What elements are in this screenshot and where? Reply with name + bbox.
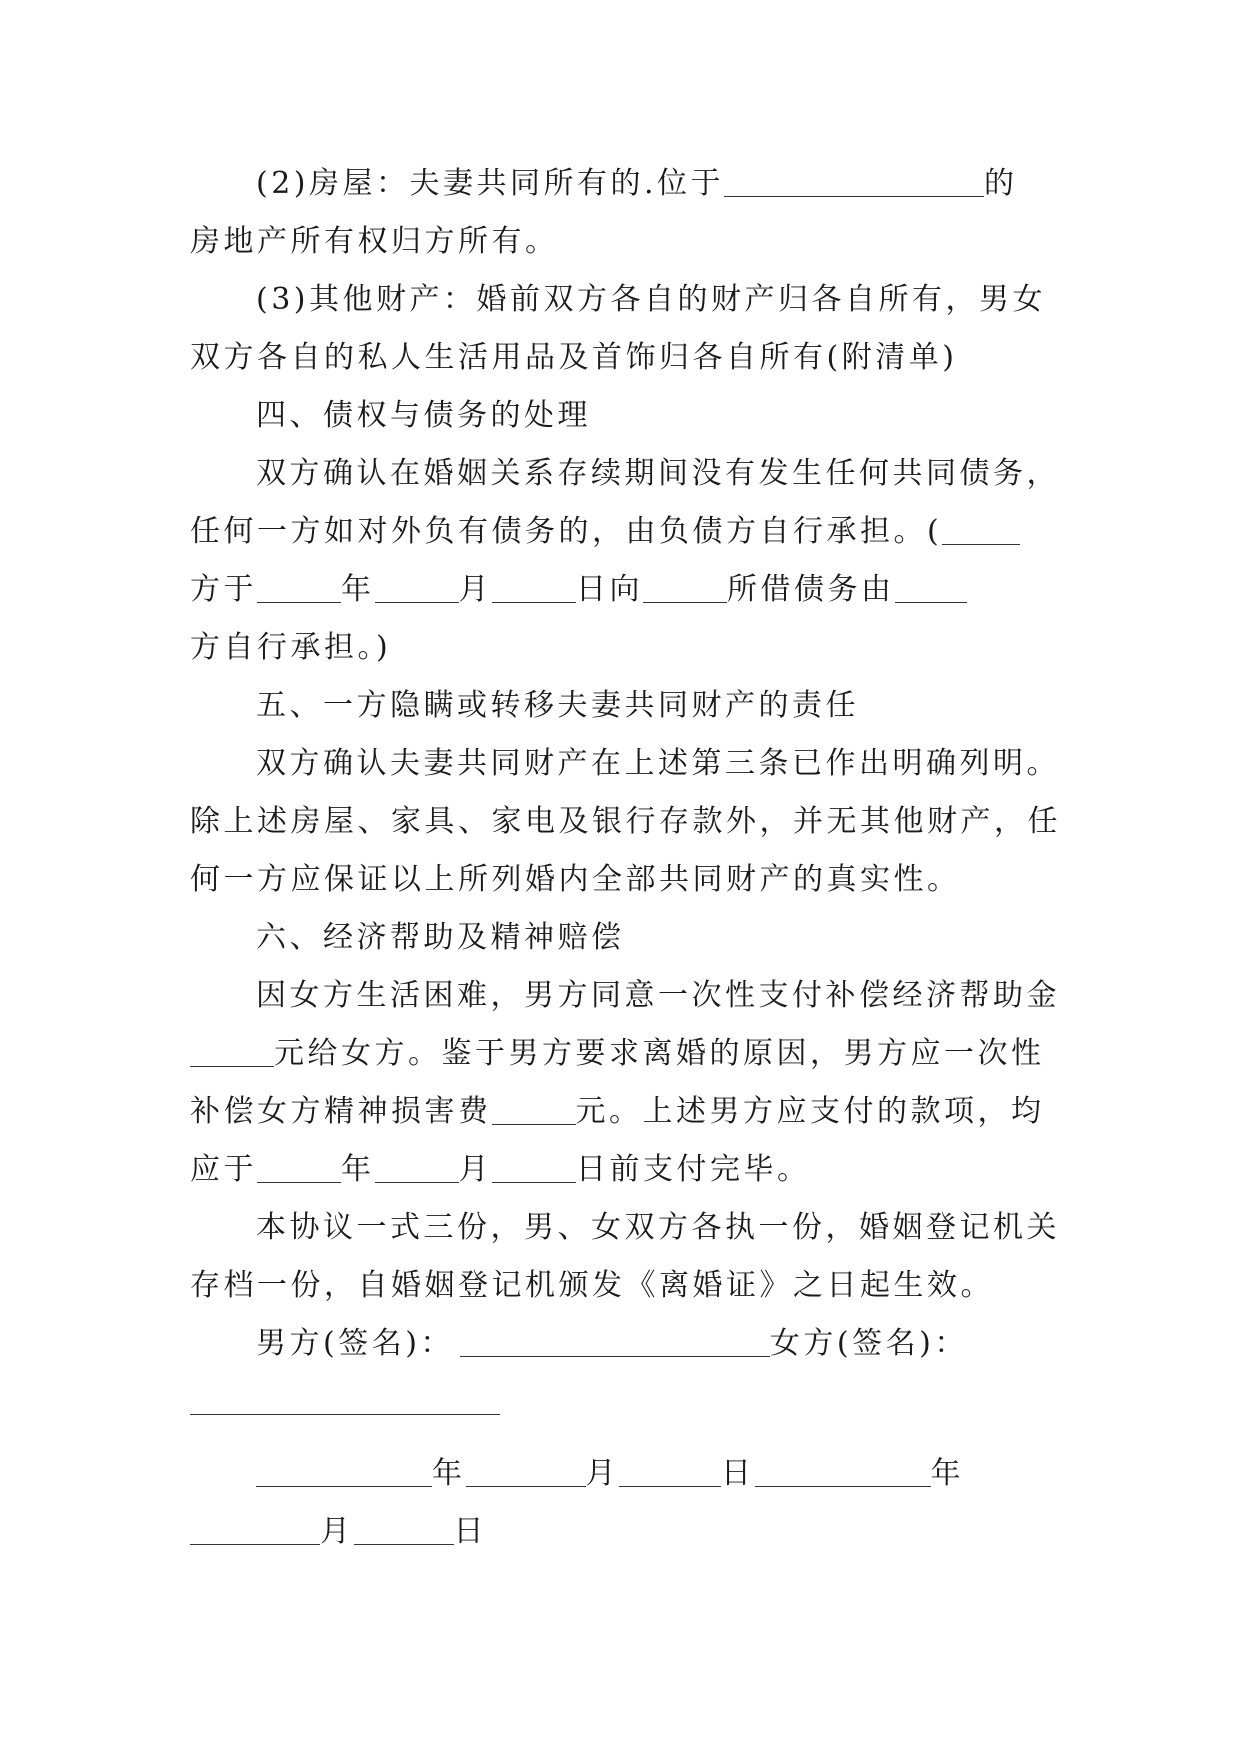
text: 双方确认在婚姻关系存续期间没有发生任何共同债务， — [256, 456, 1060, 491]
copies-clause-line-2 — [190, 1257, 1050, 1315]
section-5-para-line-3 — [190, 851, 1050, 909]
blank-month[interactable] — [375, 572, 459, 603]
text: 房地产所有权归方所有。 — [190, 224, 559, 259]
text: 何一方应保证以上所列婚内全部共同财产的真实性。 — [190, 862, 961, 897]
text: 方自行承担。) — [190, 630, 392, 665]
text: 所借债务由 — [727, 572, 895, 607]
text: 元。上述男方应支付的款项，均 — [575, 1094, 1045, 1129]
copies-clause-line-1 — [190, 1199, 1060, 1257]
text: 方于 — [190, 572, 257, 607]
text: 五、一方隐瞒或转移夫妻共同财产的责任 — [256, 688, 859, 723]
text: 年 — [341, 572, 375, 607]
section-4-para-line-3 — [190, 561, 1050, 619]
text: (2)房屋：夫妻共同所有的.位于 — [256, 166, 725, 201]
text: 月 — [458, 1152, 492, 1187]
section-5-para-line-2 — [190, 793, 1061, 851]
section-4-heading — [190, 387, 1050, 445]
text: 补偿女方精神损害费 — [190, 1094, 492, 1129]
female-signature-field[interactable] — [190, 1384, 500, 1415]
text: 双方各自的私人生活用品及首饰归各自所有(附清单) — [190, 340, 958, 375]
text: 存档一份，自婚姻登记机颁发《离婚证》之日起生效。 — [190, 1268, 994, 1303]
blank-debtor[interactable] — [942, 514, 1020, 545]
clause-3-3-other-property — [190, 271, 1050, 329]
signature-line-cont — [190, 1373, 1050, 1431]
blank-house-location[interactable] — [724, 166, 984, 197]
blank-year[interactable] — [257, 572, 341, 603]
blank-pay-year[interactable] — [257, 1152, 341, 1183]
blank-debt-bearer[interactable] — [895, 572, 967, 603]
text: 双方确认夫妻共同财产在上述第三条已作出明确列明。 — [256, 746, 1060, 781]
text: 日 — [721, 1456, 755, 1491]
text: 年 — [432, 1456, 466, 1491]
section-6-para-line-3 — [190, 1083, 1050, 1141]
text: 日前支付完毕。 — [576, 1152, 811, 1187]
section-4-para-line-4 — [190, 619, 1050, 677]
clause-3-2-house — [190, 155, 1050, 213]
blank-aid-amount[interactable] — [190, 1036, 274, 1067]
section-4-para-line-1 — [190, 445, 1060, 503]
signature-line — [190, 1315, 1050, 1373]
date-day-field-1[interactable] — [619, 1456, 721, 1487]
text: 应于 — [190, 1152, 257, 1187]
date-line-cont — [190, 1503, 1050, 1561]
text: 本协议一式三份，男、女双方各执一份，婚姻登记机关 — [256, 1210, 1060, 1245]
text: 年 — [930, 1456, 964, 1491]
date-year-field-2[interactable] — [755, 1456, 931, 1487]
text: 日 — [453, 1514, 487, 1549]
text: 四、债权与债务的处理 — [256, 398, 591, 433]
text: 任何一方如对外负有债务的，由负债方自行承担。( — [190, 514, 943, 549]
blank-pay-day[interactable] — [492, 1152, 576, 1183]
text: 六、经济帮助及精神赔偿 — [256, 920, 625, 955]
section-6-heading — [190, 909, 1050, 967]
text: 因女方生活困难，男方同意一次性支付补偿经济帮助金 — [256, 978, 1060, 1013]
text: 元给女方。鉴于男方要求离婚的原因，男方应一次性 — [274, 1036, 1045, 1071]
blank-day[interactable] — [492, 572, 576, 603]
blank-damages-amount[interactable] — [492, 1094, 576, 1125]
date-line — [190, 1445, 1050, 1503]
text: 日向 — [576, 572, 643, 607]
text: 除上述房屋、家具、家电及银行存款外，并无其他财产，任 — [190, 804, 1061, 839]
date-month-field-2[interactable] — [190, 1514, 320, 1545]
blank-creditor[interactable] — [643, 572, 727, 603]
clause-3-2-house-cont — [190, 213, 1050, 271]
section-6-para-line-4 — [190, 1141, 1050, 1199]
clause-3-3-other-property-cont — [190, 329, 1050, 387]
blank-pay-month[interactable] — [375, 1152, 459, 1183]
text: 年 — [341, 1152, 375, 1187]
text: 的 — [984, 166, 1018, 201]
section-5-heading — [190, 677, 1050, 735]
date-month-field-1[interactable] — [466, 1456, 586, 1487]
male-signature-label: 男方(签名)： — [256, 1326, 454, 1361]
section-6-para-line-2 — [190, 1025, 1050, 1083]
female-signature-label: 女方(签名)： — [769, 1326, 968, 1361]
male-signature-field[interactable] — [460, 1326, 770, 1357]
text: 月 — [585, 1456, 619, 1491]
agreement-page — [190, 155, 1061, 1561]
section-4-para-line-2 — [190, 503, 1050, 561]
section-5-para-line-1 — [190, 735, 1060, 793]
section-6-para-line-1 — [190, 967, 1060, 1025]
date-day-field-2[interactable] — [354, 1514, 454, 1545]
text: (3)其他财产：婚前双方各自的财产归各自所有，男女 — [256, 282, 1046, 317]
text: 月 — [320, 1514, 354, 1549]
date-year-field-1[interactable] — [256, 1456, 432, 1487]
text: 月 — [458, 572, 492, 607]
